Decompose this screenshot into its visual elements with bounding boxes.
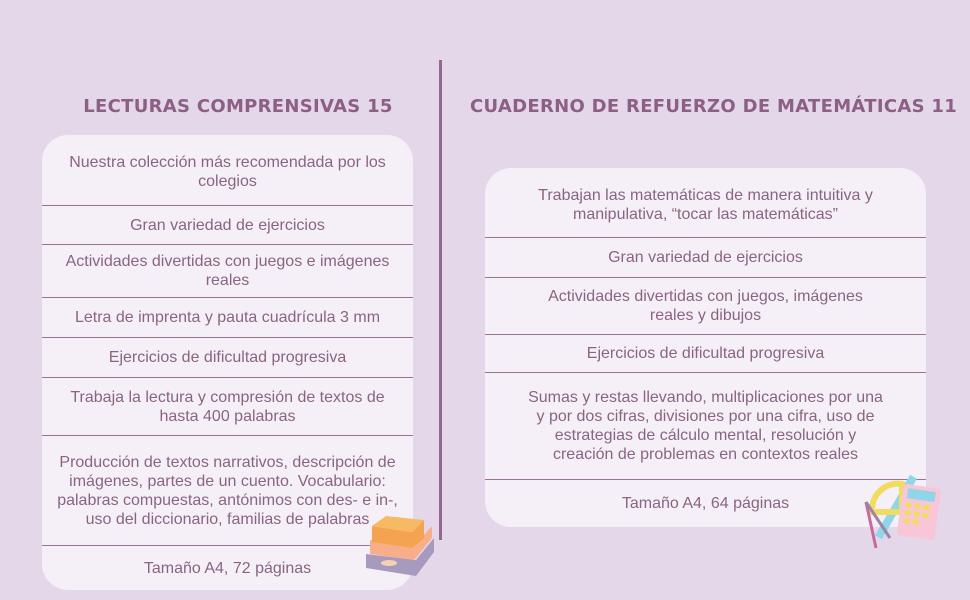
feature-item: Gran variedad de ejercicios [42,206,413,245]
math-tools-icon [862,472,944,554]
column-divider [439,60,442,540]
feature-item: Letra de imprenta y pauta cuadrícula 3 mm [42,298,413,338]
feature-item: Trabaja la lectura y compresión de textos de hasta 400 palabras [42,378,413,436]
feature-item: Ejercicios de dificultad progresiva [42,338,413,378]
right-title: CUADERNO DE REFUERZO DE MATEMÁTICAS 11 [470,96,958,117]
left-title: LECTURAS COMPRENSIVAS 15 [83,96,393,117]
feature-item: Actividades divertidas con juegos, imágenes reales y dibujos [485,278,926,335]
feature-item: Tamaño A4, 72 páginas [143,559,312,577]
feature-item: Ejercicios de dificultad progresiva [485,335,926,373]
feature-item: Gran variedad de ejercicios [485,238,926,278]
feature-item: Tamaño A4, 64 páginas [621,495,790,512]
feature-item: Trabajan las matemáticas de manera intuitiva y manipulativa, “tocar las matemáticas” [485,168,926,238]
right-feature-card [485,168,926,527]
books-stack-icon [364,516,436,578]
left-feature-card [42,135,413,590]
feature-item: Sumas y restas llevando, multiplicaciones por una y por dos cifras, divisiones por una cifra, uso de estrategias de cálculo mental, resolución y creación de problemas en contextos reales [485,373,926,480]
feature-item: Nuestra colección más recomendada por los colegios [42,135,413,206]
feature-item: Actividades divertidas con juegos e imágenes reales [42,245,413,298]
feature-item: Producción de textos narrativos, descripción de imágenes, partes de un cuento. Vocabulario: palabras compuestas, antónimos con des- e in-, uso del diccionario, familias de palabras [42,436,413,546]
